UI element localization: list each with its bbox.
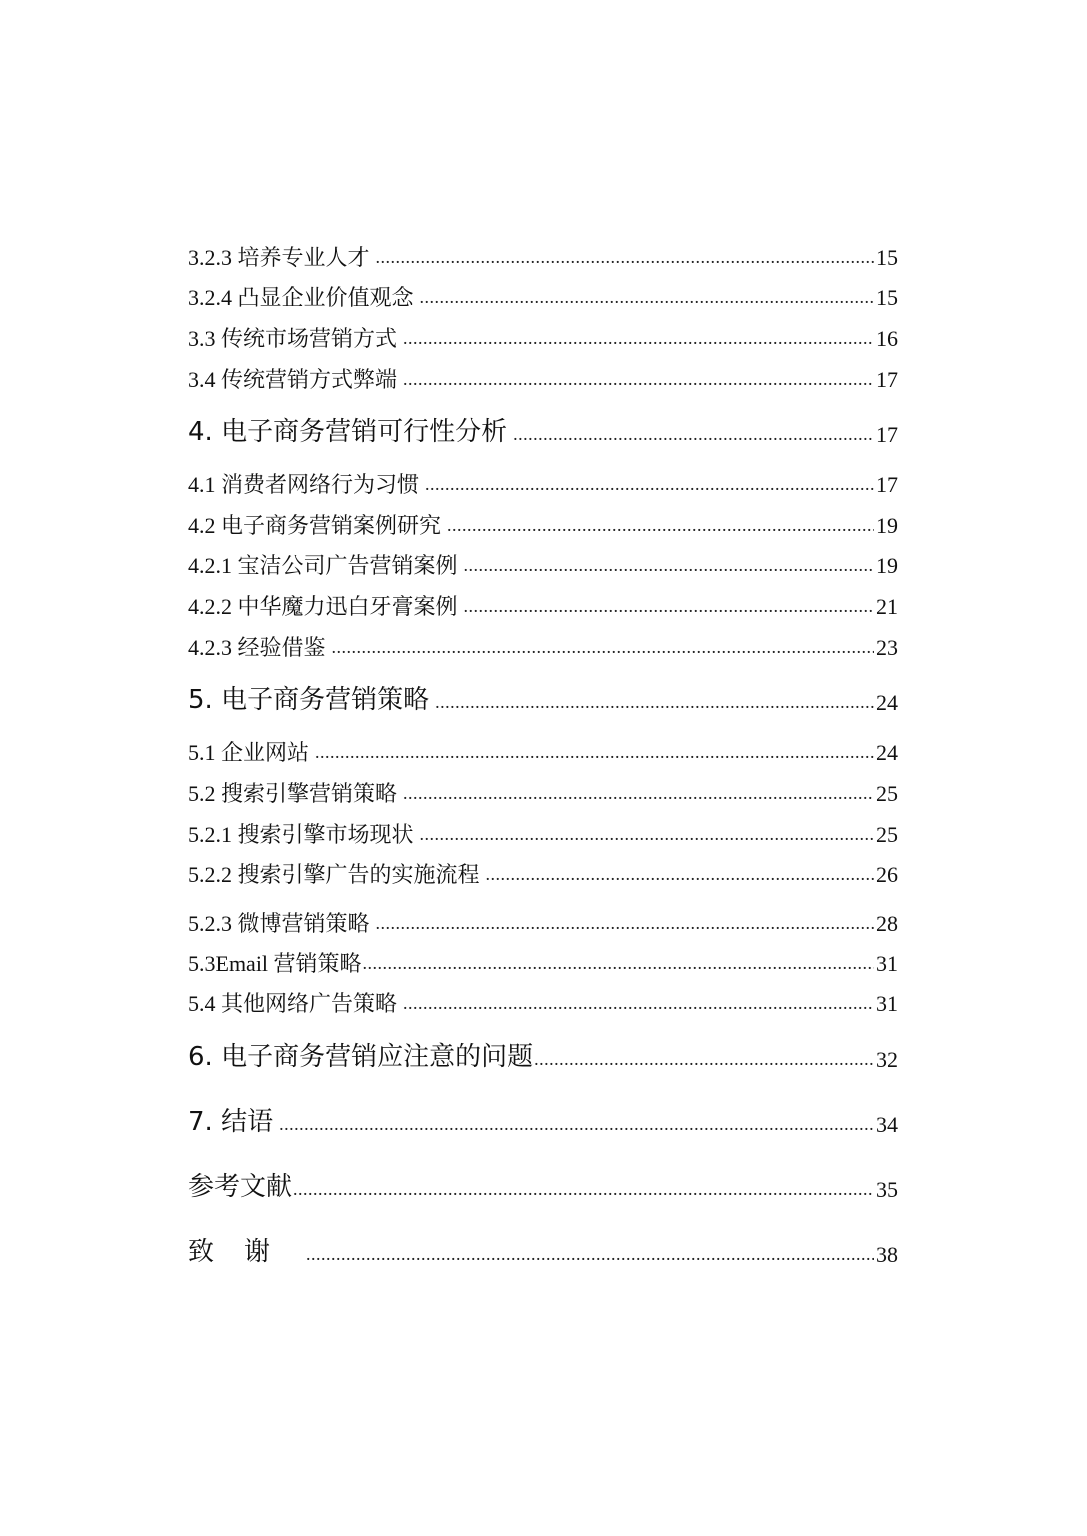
toc-leader-dots bbox=[464, 554, 874, 576]
toc-chapter-title: 参考文献 bbox=[188, 1172, 293, 1202]
toc-chapter-title: 4. 电子商务营销可行性分析 bbox=[188, 417, 508, 447]
toc-entry-5-2-3[interactable] bbox=[188, 909, 898, 939]
toc-entry-3-4[interactable] bbox=[188, 365, 898, 395]
toc-leader-dots bbox=[486, 863, 874, 885]
toc-entry-title: 4.2 电子商务营销案例研究 bbox=[188, 513, 442, 538]
toc-entry-page: 17 bbox=[876, 472, 898, 497]
toc-entry-page: 23 bbox=[876, 635, 898, 660]
toc-chapter-title: 6. 电子商务营销应注意的问题 bbox=[188, 1042, 534, 1072]
toc-entry-page: 24 bbox=[876, 690, 898, 715]
toc-leader-dots bbox=[376, 912, 874, 934]
toc-entry-page: 32 bbox=[876, 1047, 898, 1072]
toc-leader-dots bbox=[293, 1178, 874, 1200]
toc-leader-dots bbox=[420, 823, 874, 845]
toc-chapter-6[interactable] bbox=[188, 1039, 898, 1075]
toc-leader-dots bbox=[403, 368, 874, 390]
toc-leader-dots bbox=[315, 741, 874, 763]
toc-leader-dots bbox=[403, 782, 874, 804]
toc-entry-title: 5.2.2 搜索引擎广告的实施流程 bbox=[188, 862, 480, 887]
toc-entry-4-2-2[interactable] bbox=[188, 592, 898, 622]
toc-entry-title: 5.2 搜索引擎营销策略 bbox=[188, 781, 398, 806]
toc-entry-5-1[interactable] bbox=[188, 738, 898, 768]
toc-entry-3-2-4[interactable] bbox=[188, 283, 898, 313]
toc-entry-page: 34 bbox=[876, 1112, 898, 1137]
toc-chapter-title: 致谢 bbox=[188, 1237, 301, 1267]
toc-entry-page: 19 bbox=[876, 513, 898, 538]
toc-entry-4-1[interactable] bbox=[188, 470, 898, 500]
toc-leader-dots bbox=[420, 286, 874, 308]
toc-entry-title: 5.1 企业网站 bbox=[188, 740, 310, 765]
toc-entry-5-2[interactable] bbox=[188, 779, 898, 809]
toc-entry-5-4[interactable] bbox=[188, 989, 898, 1019]
toc-entry-page: 15 bbox=[876, 245, 898, 270]
toc-entry-5-3[interactable] bbox=[188, 949, 898, 979]
toc-entry-page: 15 bbox=[876, 285, 898, 310]
toc-entry-page: 31 bbox=[876, 951, 898, 976]
toc-entry-title: 5.3Email 营销策略 bbox=[188, 951, 362, 976]
toc-chapter-4[interactable] bbox=[188, 414, 898, 450]
toc-entry-title: 5.2.1 搜索引擎市场现状 bbox=[188, 822, 414, 847]
toc-entry-page: 24 bbox=[876, 740, 898, 765]
toc-leader-dots bbox=[534, 1048, 874, 1070]
toc-entry-5-2-1[interactable] bbox=[188, 820, 898, 850]
toc-entry-page: 25 bbox=[876, 781, 898, 806]
toc-entry-page: 35 bbox=[876, 1177, 898, 1202]
toc-entry-page: 26 bbox=[876, 862, 898, 887]
toc-leader-dots bbox=[363, 952, 874, 974]
toc-entry-page: 17 bbox=[876, 367, 898, 392]
toc-leader-dots bbox=[435, 691, 874, 713]
toc-chapter-title: 5. 电子商务营销策略 bbox=[188, 685, 430, 715]
toc-chapter-title: 7. 结语 bbox=[188, 1107, 274, 1137]
toc-entry-3-3[interactable] bbox=[188, 324, 898, 354]
toc-leader-dots bbox=[403, 992, 874, 1014]
toc-entry-page: 38 bbox=[876, 1242, 898, 1267]
toc-chapter-7[interactable] bbox=[188, 1104, 898, 1140]
toc-entry-title: 4.2.1 宝洁公司广告营销案例 bbox=[188, 553, 458, 578]
toc-entry-title: 3.2.4 凸显企业价值观念 bbox=[188, 285, 414, 310]
toc-entry-page: 31 bbox=[876, 991, 898, 1016]
toc-leader-dots bbox=[447, 514, 874, 536]
toc-entry-page: 25 bbox=[876, 822, 898, 847]
toc-leader-dots bbox=[513, 423, 874, 445]
toc-entry-title: 5.4 其他网络广告策略 bbox=[188, 991, 398, 1016]
toc-entry-title: 4.1 消费者网络行为习惯 bbox=[188, 472, 420, 497]
toc-entry-title: 3.2.3 培养专业人才 bbox=[188, 245, 370, 270]
toc-entry-page: 21 bbox=[876, 594, 898, 619]
toc-chapter-acknowledgements[interactable] bbox=[188, 1234, 898, 1270]
toc-entry-page: 19 bbox=[876, 553, 898, 578]
toc-leader-dots bbox=[279, 1113, 874, 1135]
toc-entry-4-2-3[interactable] bbox=[188, 633, 898, 663]
toc-entry-page: 28 bbox=[876, 911, 898, 936]
toc-entry-title: 5.2.3 微博营销策略 bbox=[188, 911, 370, 936]
toc-chapter-references[interactable] bbox=[188, 1169, 898, 1205]
toc-entry-page: 16 bbox=[876, 326, 898, 351]
toc-leader-dots bbox=[376, 246, 874, 268]
toc-leader-dots bbox=[464, 595, 874, 617]
toc-entry-title: 3.4 传统营销方式弊端 bbox=[188, 367, 398, 392]
toc-entry-5-2-2[interactable] bbox=[188, 860, 898, 890]
toc-entry-title: 4.2.2 中华魔力迅白牙膏案例 bbox=[188, 594, 458, 619]
toc-leader-dots bbox=[306, 1243, 874, 1265]
toc-entry-title: 4.2.3 经验借鉴 bbox=[188, 635, 326, 660]
toc-entry-4-2[interactable] bbox=[188, 511, 898, 541]
toc-chapter-5[interactable] bbox=[188, 682, 898, 718]
toc-entry-4-2-1[interactable] bbox=[188, 551, 898, 581]
toc-entry-title: 3.3 传统市场营销方式 bbox=[188, 326, 398, 351]
toc-entry-3-2-3[interactable] bbox=[188, 243, 898, 273]
toc-leader-dots bbox=[332, 636, 874, 658]
toc-leader-dots bbox=[425, 473, 874, 495]
toc-entry-page: 17 bbox=[876, 422, 898, 447]
toc-leader-dots bbox=[403, 327, 874, 349]
